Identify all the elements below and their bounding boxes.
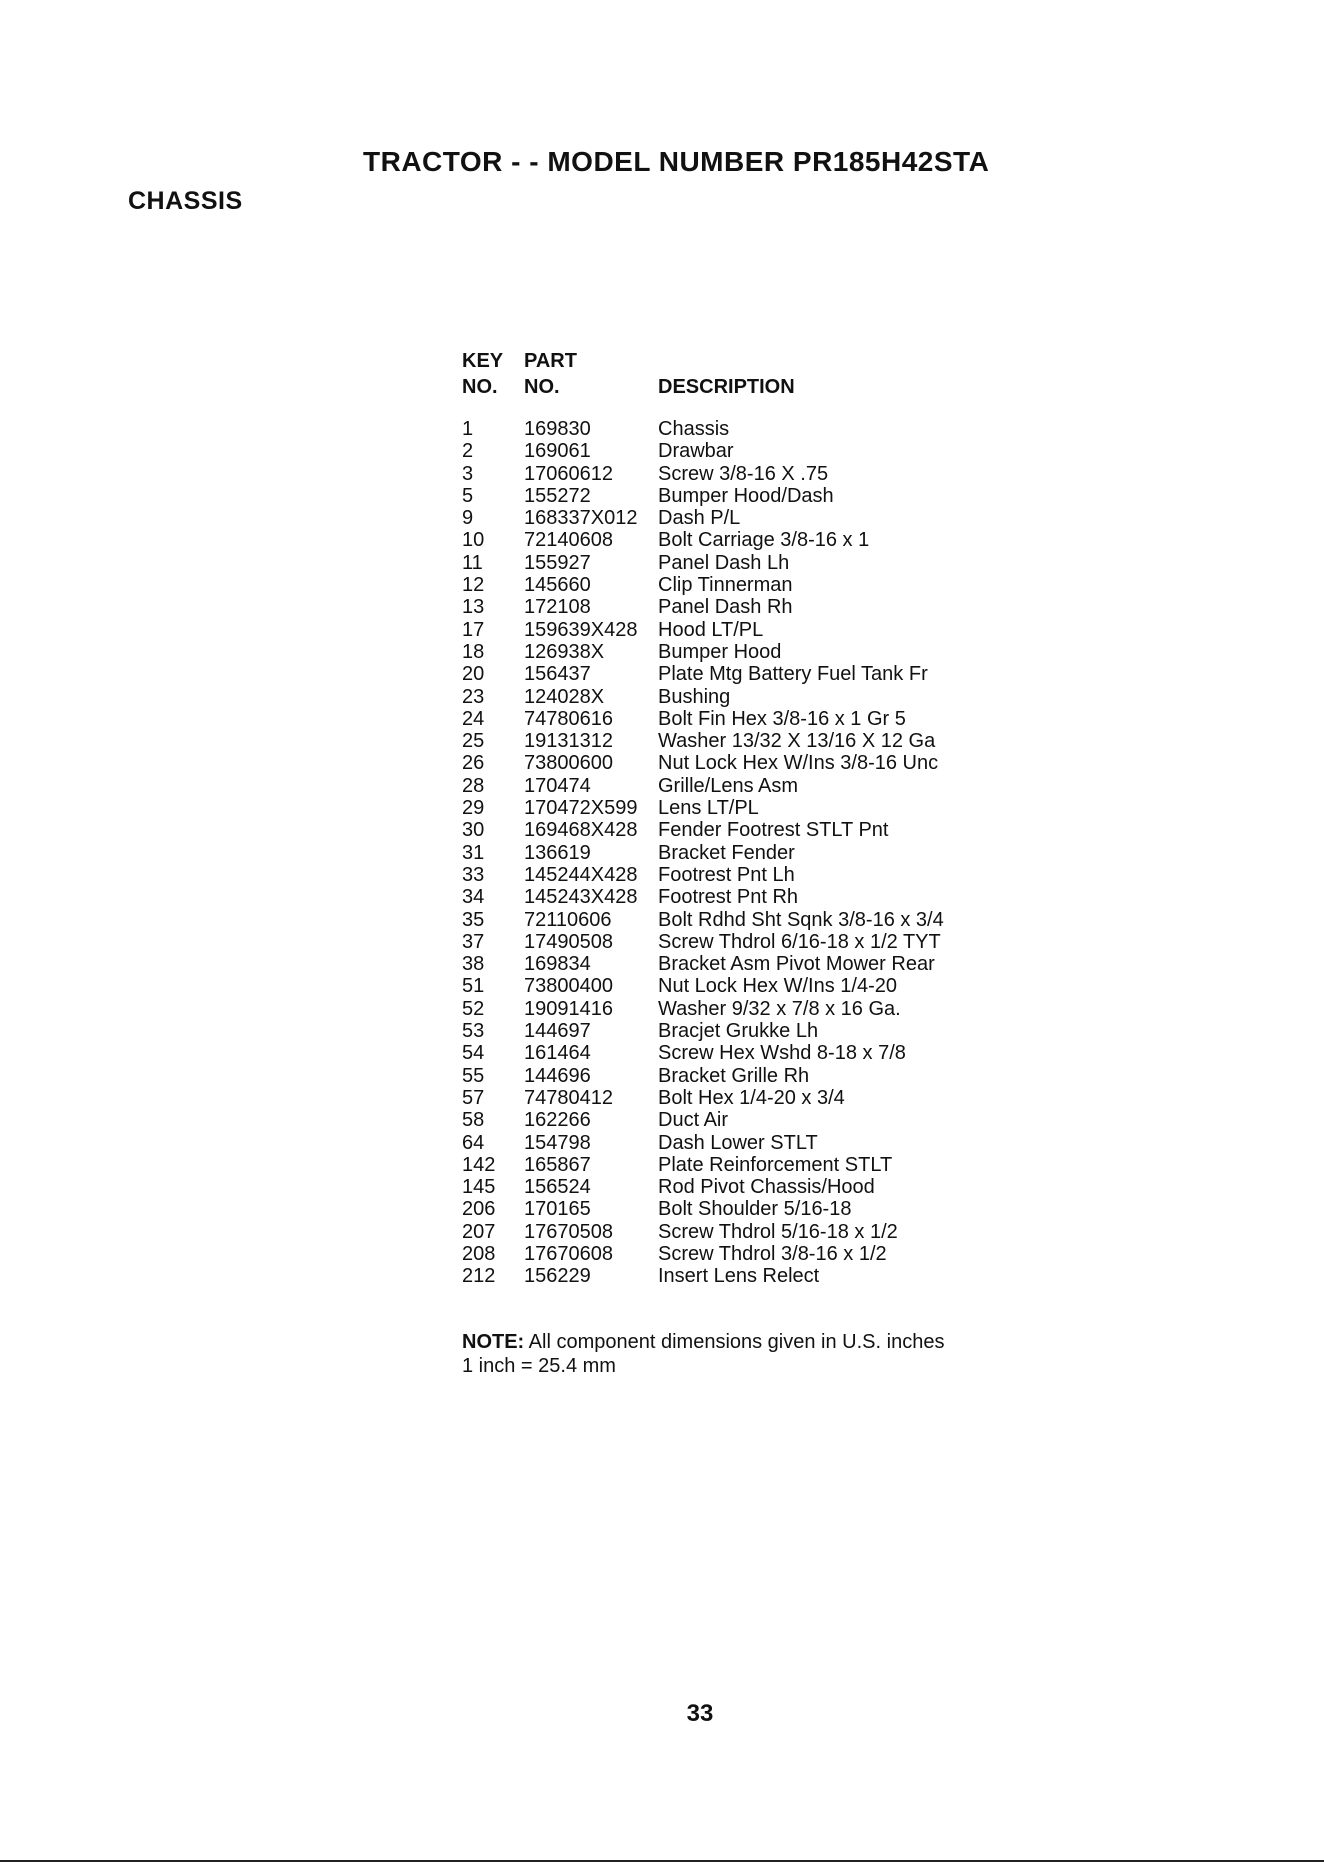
note-line [462,1330,944,1354]
part-no-cell: 168337X012 [524,507,638,530]
part-no-cell: 169061 [524,440,591,463]
table-row [462,931,944,953]
part-no-cell: 73800600 [524,752,613,775]
part-no-cell: 19131312 [524,730,613,753]
note-text: All component dimensions given in U.S. inches [528,1331,945,1353]
description-cell: Rod Pivot Chassis/Hood [658,1176,875,1199]
description-cell: Bracket Asm Pivot Mower Rear [658,953,935,976]
table-row [462,507,944,529]
key-no-cell: 24 [462,707,485,730]
key-no-cell: 34 [462,886,485,909]
key-no-cell: 28 [462,774,485,797]
part-no-cell: 74780616 [524,707,613,730]
table-row [462,485,944,507]
table-row [462,1176,944,1198]
table-body [462,418,944,1288]
description-cell: Bolt Carriage 3/8-16 x 1 [658,529,870,552]
key-no-cell: 51 [462,975,485,998]
part-no-cell: 145244X428 [524,863,638,886]
description-cell: Screw Thdrol 3/8-16 x 1/2 [658,1242,887,1265]
page-number: 33 [686,1700,714,1727]
part-no-cell: 169468X428 [524,819,638,842]
part-no-cell: 144697 [524,1020,591,1043]
description-cell: Bushing [658,685,731,708]
part-no-cell: 155272 [524,484,591,507]
part-no-cell: 72140608 [524,529,613,552]
table-row [462,619,944,641]
key-no-cell: 37 [462,930,485,953]
table-row [462,975,944,997]
part-no-cell: 17490508 [524,930,613,953]
description-cell: Screw Hex Wshd 8-18 x 7/8 [658,1042,906,1065]
description-cell: Nut Lock Hex W/Ins 1/4-20 [658,975,897,998]
note [462,1330,944,1378]
description-cell: Lens LT/PL [658,797,759,820]
table-row [462,1221,944,1243]
page-title: TRACTOR - - MODEL NUMBER PR185H42STA [363,146,990,177]
table-row [462,864,944,886]
table-row [462,708,944,730]
key-no-cell: 33 [462,863,485,886]
description-header: DESCRIPTION [658,376,795,398]
part-no-cell: 17670608 [524,1242,613,1265]
key-no-cell: 58 [462,1109,485,1132]
key-no-cell: 11 [462,551,483,574]
table-row [462,1154,944,1176]
part-no-cell: 74780412 [524,1086,613,1109]
description-cell: Nut Lock Hex W/Ins 3/8-16 Unc [658,752,939,775]
description-cell: Bolt Rdhd Sht Sqnk 3/8-16 x 3/4 [658,908,944,931]
key-no-cell: 18 [462,640,485,663]
key-no-cell: 64 [462,1131,485,1154]
part-no-cell: 156524 [524,1176,591,1199]
part-no-cell: 161464 [524,1042,591,1065]
part-no-cell: 17670508 [524,1220,613,1243]
part-no-cell: 145243X428 [524,886,638,909]
key-no-cell: 54 [462,1042,485,1065]
part-no-cell: 72110606 [524,908,612,931]
description-cell: Footrest Pnt Lh [658,863,795,886]
part-no-cell: 165867 [524,1153,591,1176]
description-cell: Insert Lens Relect [658,1265,820,1288]
key-no-cell: 13 [462,596,485,619]
table-row [462,797,944,819]
description-cell: Bumper Hood/Dash [658,484,834,507]
key-no-cell: 55 [462,1064,485,1087]
key-no-cell: 53 [462,1020,485,1043]
key-no-cell: 206 [462,1198,496,1221]
key-no-cell: 212 [462,1265,496,1288]
table-row [462,886,944,908]
key-no-cell: 25 [462,730,485,753]
description-cell: Dash P/L [658,507,741,530]
table-row [462,1087,944,1109]
part-no-header: PART NO. [524,350,577,398]
part-no-cell: 159639X428 [524,618,638,641]
part-no-cell: 172108 [524,596,591,619]
part-no-cell: 144696 [524,1064,591,1087]
description-cell: Panel Dash Rh [658,596,793,619]
description-cell: Washer 13/32 X 13/16 X 12 Ga [658,730,936,753]
part-no-cell: 154798 [524,1131,591,1154]
key-no-cell: 35 [462,908,485,931]
description-cell: Bracket Grille Rh [658,1064,810,1087]
key-no-cell: 142 [462,1153,496,1176]
table-row [462,418,944,440]
key-no-cell: 23 [462,685,485,708]
description-cell: Bracjet Grukke Lh [658,1020,819,1043]
part-no-cell: 170474 [524,774,591,797]
key-no-cell: 38 [462,953,485,976]
part-no-cell: 19091416 [524,997,613,1020]
description-cell: Bolt Hex 1/4-20 x 3/4 [658,1086,845,1109]
table-row [462,1020,944,1042]
table-row [462,1132,944,1154]
table-row [462,596,944,618]
key-no-cell: 20 [462,663,485,686]
description-cell: Dash Lower STLT [658,1131,818,1154]
table-row [462,730,944,752]
description-cell: Chassis [658,418,730,440]
note-conversion: 1 inch = 25.4 mm [462,1355,616,1377]
part-no-cell: 169830 [524,418,591,440]
part-no-cell: 145660 [524,574,591,597]
description-cell: Washer 9/32 x 7/8 x 16 Ga. [658,997,901,1020]
description-cell: Plate Mtg Battery Fuel Tank Fr [658,663,928,686]
table-row [462,819,944,841]
part-no-cell: 73800400 [524,975,613,998]
table-row [462,463,944,485]
key-no-cell: 29 [462,797,485,820]
table-row [462,1265,944,1287]
description-cell: Grille/Lens Asm [658,774,799,797]
key-no-header: KEY NO. [462,350,504,398]
part-no-cell: 170165 [524,1198,591,1221]
table-row [462,663,944,685]
parts-table [462,348,944,1288]
description-cell: Bracket Fender [658,841,795,864]
key-no-cell: 26 [462,752,485,775]
description-cell: Clip Tinnerman [658,574,793,597]
part-no-cell: 156229 [524,1265,591,1288]
table-row [462,998,944,1020]
key-no-cell: 9 [462,507,474,530]
table-row [462,686,944,708]
key-no-cell: 208 [462,1242,496,1265]
description-cell: Panel Dash Lh [658,551,790,574]
table-row [462,529,944,551]
part-no-cell: 155927 [524,551,591,574]
description-cell: Duct Air [658,1109,729,1132]
table-row [462,1042,944,1064]
description-cell: Screw Thdrol 5/16-18 x 1/2 [658,1220,898,1243]
part-no-cell: 170472X599 [524,797,638,820]
key-no-cell: 12 [462,574,485,597]
table-row [462,953,944,975]
description-cell: Screw Thdrol 6/16-18 x 1/2 TYT [658,930,941,953]
table-row [462,552,944,574]
table-header [462,348,944,400]
key-no-cell: 57 [462,1086,485,1109]
description-cell: Screw 3/8-16 X .75 [658,462,829,485]
note-label: NOTE: [462,1331,525,1353]
key-no-cell: 207 [462,1220,496,1243]
table-row [462,842,944,864]
part-no-cell: 124028X [524,685,605,708]
part-no-cell: 162266 [524,1109,591,1132]
key-no-cell: 31 [462,841,485,864]
table-row [462,1243,944,1265]
part-no-cell: 169834 [524,953,591,976]
table-row [462,574,944,596]
key-no-cell: 145 [462,1176,496,1199]
description-cell: Hood LT/PL [658,618,764,641]
bottom-rule [0,1860,1324,1862]
table-row [462,440,944,462]
key-no-cell: 3 [462,462,474,485]
key-no-cell: 17 [462,618,485,641]
description-cell: Drawbar [658,440,734,463]
key-no-cell: 52 [462,997,485,1020]
description-cell: Plate Reinforcement STLT [658,1153,893,1176]
part-no-cell: 156437 [524,663,591,686]
table-row [462,1198,944,1220]
key-no-cell: 1 [462,418,474,440]
part-no-cell: 17060612 [524,462,613,485]
description-cell: Footrest Pnt Rh [658,886,799,909]
part-no-cell: 126938X [524,640,605,663]
description-cell: Bumper Hood [658,640,782,663]
table-row [462,1109,944,1131]
description-cell: Bolt Fin Hex 3/8-16 x 1 Gr 5 [658,707,906,730]
key-no-cell: 5 [462,484,474,507]
table-row [462,909,944,931]
key-no-cell: 10 [462,529,485,552]
table-row [462,775,944,797]
key-no-cell: 2 [462,440,474,463]
table-row [462,641,944,663]
description-cell: Fender Footrest STLT Pnt [658,819,889,842]
section-title: CHASSIS [128,187,243,215]
description-cell: Bolt Shoulder 5/16-18 [658,1198,852,1221]
table-row [462,1065,944,1087]
key-no-cell: 30 [462,819,485,842]
part-no-cell: 136619 [524,841,591,864]
table-row [462,752,944,774]
